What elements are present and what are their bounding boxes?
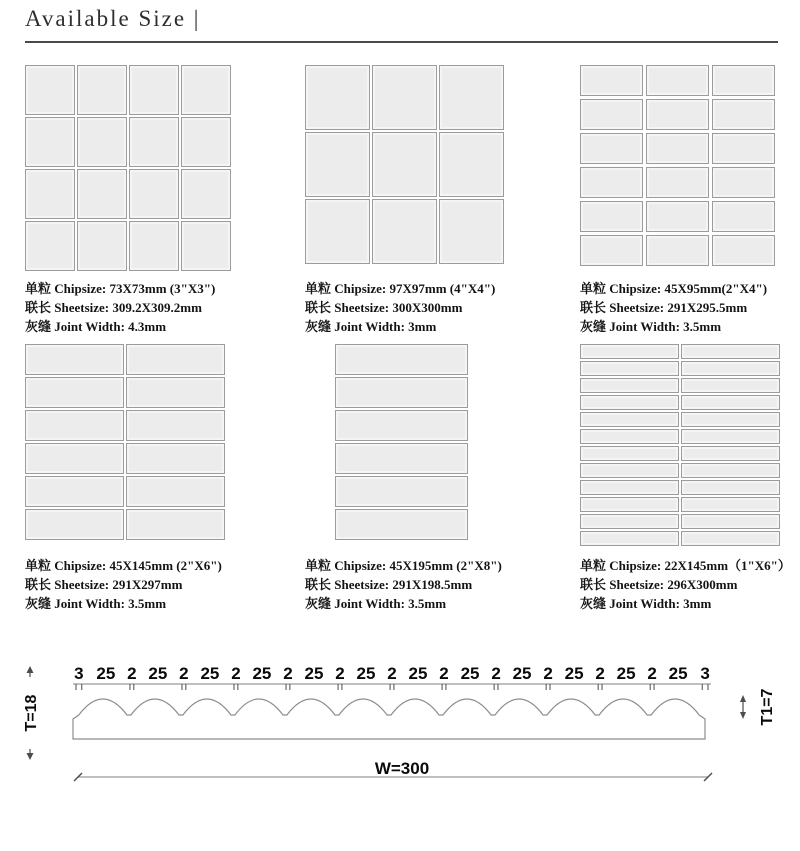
tile-grid — [25, 65, 231, 271]
arrow-up-icon — [740, 695, 746, 702]
tile-grid-wrap — [25, 65, 280, 279]
tile — [335, 443, 468, 474]
tile — [181, 221, 231, 271]
chipsize-label: 单粒 Chipsize: 73X73mm (3"X3") — [25, 281, 216, 296]
spec-block — [580, 556, 798, 613]
chipsize-label: 单粒 Chipsize: 45X145mm (2"X6") — [25, 558, 222, 573]
chipsize-label: 单粒 Chipsize: 97X97mm (4"X4") — [305, 281, 496, 296]
tile — [712, 99, 775, 130]
segment-dimension-label: 25 — [148, 664, 168, 683]
tile — [580, 235, 643, 266]
size-panels-row-2 — [0, 344, 800, 613]
tile — [681, 514, 780, 529]
size-panel-3x3 — [25, 65, 280, 336]
tile — [77, 65, 127, 115]
tile — [681, 497, 780, 512]
tile — [681, 395, 780, 410]
segment-dimension-label: 2 — [439, 664, 449, 683]
tile — [25, 169, 75, 219]
jointwidth-label: 灰缝 Joint Width: 4.3mm — [25, 319, 167, 334]
tile — [646, 65, 709, 96]
profile-drawing-section — [0, 657, 800, 812]
jointwidth-label: 灰缝 Joint Width: 3mm — [580, 596, 712, 611]
tile — [580, 463, 679, 478]
tile-grid-wrap — [305, 344, 555, 556]
jointwidth-label: 灰缝 Joint Width: 3.5mm — [305, 596, 447, 611]
spec-block — [305, 279, 555, 336]
tile — [712, 235, 775, 266]
chipsize-label: 单粒 Chipsize: 45X95mm(2"X4") — [580, 281, 768, 296]
tile — [712, 65, 775, 96]
tile — [580, 378, 679, 393]
tile-grid — [305, 65, 504, 264]
spec-block — [25, 556, 280, 613]
tile — [580, 167, 643, 198]
tile — [580, 201, 643, 232]
segment-dimension-label: 2 — [231, 664, 241, 683]
segment-dimension-label: 2 — [179, 664, 189, 683]
tile — [126, 509, 225, 540]
segment-dimension-label: 2 — [335, 664, 345, 683]
segment-dimension-label: 2 — [543, 664, 553, 683]
tile — [580, 429, 679, 444]
tile — [646, 99, 709, 130]
size-panel-4x4 — [305, 65, 555, 336]
tile — [681, 378, 780, 393]
tile-grid-wrap — [580, 65, 798, 279]
tile — [580, 344, 679, 359]
tile — [712, 201, 775, 232]
arrow-up-icon — [27, 666, 34, 673]
tile — [681, 480, 780, 495]
tile — [305, 199, 370, 264]
sheetsize-label: 联长 Sheetsize: 291X295.5mm — [580, 300, 748, 315]
tile-grid — [580, 344, 780, 546]
segment-dimension-label: 2 — [387, 664, 397, 683]
size-panel-2x8 — [305, 344, 555, 613]
sheetsize-label: 联长 Sheetsize: 309.2X309.2mm — [25, 300, 202, 315]
segment-dimension-label: 25 — [460, 664, 480, 683]
page-title: Available Size | — [25, 6, 201, 31]
tile — [126, 377, 225, 408]
tile — [712, 133, 775, 164]
jointwidth-label: 灰缝 Joint Width: 3.5mm — [580, 319, 722, 334]
tile — [372, 132, 437, 197]
tile — [580, 395, 679, 410]
tile — [439, 132, 504, 197]
tile-grid-wrap — [305, 65, 555, 279]
tile-profile-drawing — [0, 657, 800, 807]
tile — [681, 463, 780, 478]
tile — [580, 361, 679, 376]
segment-dimension-label: 25 — [200, 664, 220, 683]
tile — [580, 514, 679, 529]
segment-dimension-label: 25 — [96, 664, 116, 683]
title-underline — [25, 41, 778, 43]
tile — [181, 169, 231, 219]
tile — [681, 344, 780, 359]
spec-block — [305, 556, 555, 613]
sheetsize-label: 联长 Sheetsize: 291X297mm — [25, 577, 183, 592]
tile — [25, 377, 124, 408]
tile — [25, 117, 75, 167]
tile — [335, 476, 468, 507]
rib-thickness-label: T1=7 — [759, 688, 776, 726]
arrow-down-icon — [740, 712, 746, 719]
segment-dimension-label: 25 — [564, 664, 584, 683]
tile — [580, 480, 679, 495]
jointwidth-label: 灰缝 Joint Width: 3mm — [305, 319, 437, 334]
spec-block — [25, 279, 280, 336]
chipsize-label: 单粒 Chipsize: 45X195mm (2"X8") — [305, 558, 502, 573]
tile — [25, 344, 124, 375]
tile — [25, 410, 124, 441]
tile — [25, 65, 75, 115]
size-panel-2x6 — [25, 344, 280, 613]
sheetsize-label: 联长 Sheetsize: 296X300mm — [580, 577, 738, 592]
segment-dimension-label: 2 — [595, 664, 605, 683]
tile — [580, 133, 643, 164]
segment-dimension-label: 25 — [304, 664, 324, 683]
size-panel-1x6 — [580, 344, 798, 613]
tile — [646, 201, 709, 232]
tile — [681, 429, 780, 444]
tile — [580, 446, 679, 461]
segment-dimension-label: 2 — [283, 664, 293, 683]
size-panel-2x4 — [580, 65, 798, 336]
segment-dimension-label: 25 — [512, 664, 532, 683]
tile — [372, 199, 437, 264]
tile-grid — [580, 65, 775, 266]
tile — [439, 65, 504, 130]
total-thickness-label: T=18 — [23, 694, 40, 732]
segment-dimension-label: 2 — [491, 664, 501, 683]
tile — [129, 169, 179, 219]
spec-block — [580, 279, 798, 336]
tile — [77, 221, 127, 271]
tile — [646, 167, 709, 198]
tile — [305, 132, 370, 197]
segment-dimension-label: 25 — [408, 664, 428, 683]
tile — [129, 117, 179, 167]
tile — [335, 509, 468, 540]
tile — [681, 361, 780, 376]
tile — [181, 65, 231, 115]
chipsize-label: 单粒 Chipsize: 22X145mm（1"X6"） — [580, 558, 791, 573]
segment-dimension-label: 2 — [647, 664, 657, 683]
page-header — [0, 0, 800, 43]
tile — [335, 377, 468, 408]
jointwidth-label: 灰缝 Joint Width: 3.5mm — [25, 596, 167, 611]
segment-dimension-label: 25 — [356, 664, 376, 683]
tile — [580, 412, 679, 427]
tile — [580, 65, 643, 96]
tile-grid-wrap — [580, 344, 798, 556]
tile — [305, 65, 370, 130]
tile — [77, 169, 127, 219]
sheetsize-label: 联长 Sheetsize: 291X198.5mm — [305, 577, 473, 592]
segment-dimension-label: 3 — [74, 664, 84, 683]
tile — [439, 199, 504, 264]
tile — [129, 65, 179, 115]
tile — [25, 443, 124, 474]
tile — [646, 235, 709, 266]
tile-grid — [25, 344, 225, 540]
tile — [126, 476, 225, 507]
tile — [25, 221, 75, 271]
tile — [335, 410, 468, 441]
tile — [126, 443, 225, 474]
tile — [646, 133, 709, 164]
tile — [335, 344, 468, 375]
tile — [25, 509, 124, 540]
segment-dimension-label: 25 — [616, 664, 636, 683]
segment-dimension-label: 3 — [700, 664, 710, 683]
size-panels-row-1 — [0, 65, 800, 336]
tile — [126, 344, 225, 375]
profile-outline — [73, 699, 705, 739]
tile — [580, 531, 679, 546]
tile — [681, 446, 780, 461]
tile — [580, 99, 643, 130]
segment-dimension-label: 25 — [252, 664, 272, 683]
tile — [372, 65, 437, 130]
tile-grid-wrap — [25, 344, 280, 556]
segment-dimension-label: 25 — [668, 664, 688, 683]
tile — [580, 497, 679, 512]
tile — [181, 117, 231, 167]
arrow-down-icon — [27, 753, 34, 760]
tile — [25, 476, 124, 507]
segment-dimension-label: 2 — [127, 664, 137, 683]
tile — [129, 221, 179, 271]
tile — [712, 167, 775, 198]
tile — [681, 531, 780, 546]
overall-width-label: W=300 — [374, 759, 430, 778]
tile — [126, 410, 225, 441]
tile-grid — [335, 344, 468, 540]
sheetsize-label: 联长 Sheetsize: 300X300mm — [305, 300, 463, 315]
tile — [681, 412, 780, 427]
tile — [77, 117, 127, 167]
